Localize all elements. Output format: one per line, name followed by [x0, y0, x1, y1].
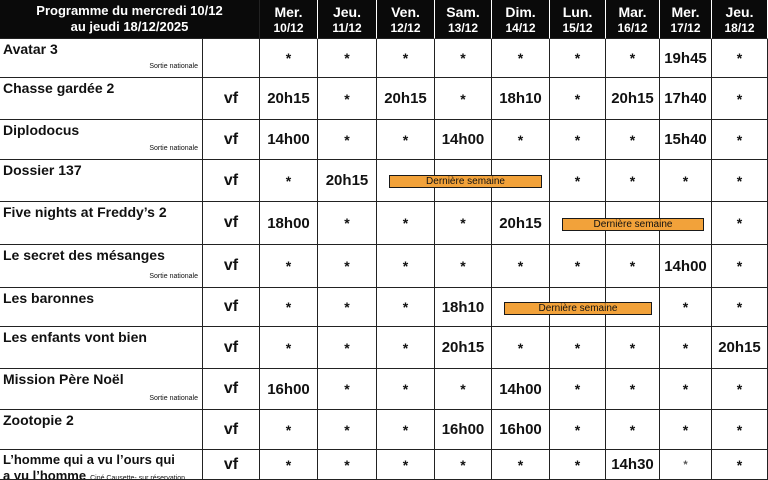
day-name: Ven. — [391, 3, 420, 20]
no-show-marker: * — [550, 245, 606, 288]
film-title: Dossier 137 — [3, 162, 82, 178]
no-show-marker: * — [712, 288, 768, 327]
program-title-line1: Programme du mercredi 10/12 — [36, 3, 223, 18]
no-show-marker: * — [377, 450, 435, 480]
no-show-marker: * — [712, 202, 768, 245]
no-show-marker: * — [492, 120, 550, 160]
day-name: Lun. — [562, 3, 593, 20]
day-name: Mer. — [671, 3, 700, 20]
showtime: 18h10 — [492, 78, 550, 120]
film-language: vf — [203, 410, 260, 450]
no-show-marker: * — [606, 327, 660, 369]
showtime: 14h00 — [660, 245, 712, 288]
no-show-marker: * — [260, 288, 318, 327]
day-date: 13/12 — [447, 20, 479, 35]
no-show-marker: * — [712, 78, 768, 120]
film-title: Les enfants vont bien — [3, 329, 147, 345]
film-language: vf — [203, 245, 260, 288]
day-name: Jeu. — [725, 3, 754, 20]
last-week-banner: Dernière semaine — [504, 302, 652, 315]
no-show-marker: * — [660, 160, 712, 202]
no-show-marker: * — [550, 327, 606, 369]
no-show-marker: * — [550, 369, 606, 410]
no-show-marker: * — [318, 202, 377, 245]
day-date: 18/12 — [724, 20, 755, 35]
day-header — [712, 0, 768, 39]
film-title-cell — [0, 120, 203, 160]
film-title-cell — [0, 78, 203, 120]
no-show-marker: * — [318, 288, 377, 327]
day-date: 14/12 — [505, 20, 536, 35]
no-show-marker: * — [606, 369, 660, 410]
film-note: Sortie nationale — [149, 63, 198, 70]
film-title: Les baronnes — [3, 290, 95, 306]
no-show-marker: * — [377, 410, 435, 450]
showtime: 20h15 — [712, 327, 768, 369]
day-header — [550, 0, 606, 39]
showtime: 14h30 — [606, 450, 660, 480]
no-show-marker: * — [550, 160, 606, 202]
no-show-marker: * — [606, 39, 660, 78]
no-show-marker: * — [660, 410, 712, 450]
no-show-marker: * — [550, 78, 606, 120]
film-title-cell — [0, 369, 203, 410]
no-show-marker: * — [712, 39, 768, 78]
showtime: 20h15 — [260, 78, 318, 120]
film-title-cell — [0, 327, 203, 369]
no-show-marker: * — [550, 410, 606, 450]
day-header — [260, 0, 318, 39]
no-show-marker: * — [318, 39, 377, 78]
no-show-marker: * — [606, 410, 660, 450]
showtime: 14h00 — [435, 120, 492, 160]
no-show-marker: * — [712, 369, 768, 410]
no-show-marker: * — [435, 450, 492, 480]
film-title-cell — [0, 450, 203, 480]
no-show-marker: * — [660, 288, 712, 327]
no-show-marker: * — [712, 160, 768, 202]
day-date: 17/12 — [670, 20, 701, 35]
no-show-marker: * — [377, 369, 435, 410]
film-title-cell — [0, 288, 203, 327]
no-show-marker: * — [260, 39, 318, 78]
day-header — [377, 0, 435, 39]
no-show-marker: * — [660, 327, 712, 369]
no-show-marker: * — [318, 245, 377, 288]
day-name: Jeu. — [332, 3, 361, 20]
day-header — [660, 0, 712, 39]
film-title-cell — [0, 245, 203, 288]
no-show-marker: * — [712, 410, 768, 450]
showtime: 14h00 — [260, 120, 318, 160]
day-header — [318, 0, 377, 39]
showtime: 20h15 — [318, 160, 377, 202]
film-title: Diplodocus — [3, 122, 80, 138]
day-name: Dim. — [505, 3, 536, 20]
no-show-marker: * — [318, 327, 377, 369]
day-date: 16/12 — [617, 20, 648, 35]
day-name: Mar. — [618, 3, 647, 20]
no-show-marker: * — [435, 39, 492, 78]
showtime: 18h00 — [260, 202, 318, 245]
no-show-marker: * — [492, 39, 550, 78]
showtime: 19h45 — [660, 39, 712, 78]
no-show-marker: * — [435, 369, 492, 410]
no-show-marker: * — [435, 245, 492, 288]
day-date: 12/12 — [390, 20, 421, 35]
showtime: 20h15 — [492, 202, 550, 245]
no-show-marker: * — [377, 202, 435, 245]
film-language: vf — [203, 288, 260, 327]
film-note: Sortie nationale — [149, 395, 198, 402]
no-show-marker: * — [377, 39, 435, 78]
day-header — [492, 0, 550, 39]
no-show-marker: * — [318, 410, 377, 450]
film-title-cell — [0, 410, 203, 450]
no-show-marker: * — [260, 160, 318, 202]
day-header — [435, 0, 492, 39]
film-language: vf — [203, 160, 260, 202]
no-show-marker: * — [318, 78, 377, 120]
last-week-banner: Dernière semaine — [562, 218, 704, 231]
film-note: Sortie nationale — [149, 273, 198, 280]
film-title: Mission Père Noël — [3, 371, 124, 387]
day-date: 11/12 — [332, 20, 362, 35]
film-language: vf — [203, 450, 260, 480]
no-show-marker: * — [660, 450, 712, 480]
film-title: Avatar 3 — [3, 41, 58, 57]
film-title-cell — [0, 160, 203, 202]
film-title: Five nights at Freddy’s 2 — [3, 204, 167, 220]
no-show-marker: * — [492, 245, 550, 288]
no-show-marker: * — [377, 288, 435, 327]
showtime: 16h00 — [492, 410, 550, 450]
day-date: 10/12 — [273, 20, 304, 35]
no-show-marker: * — [492, 450, 550, 480]
film-title-line2-row — [3, 468, 185, 480]
film-title: Zootopie 2 — [3, 412, 74, 428]
no-show-marker: * — [377, 120, 435, 160]
film-language — [203, 39, 260, 78]
film-language: vf — [203, 202, 260, 245]
no-show-marker: * — [550, 450, 606, 480]
film-title-line2: a vu l’homme — [3, 468, 87, 480]
no-show-marker: * — [712, 245, 768, 288]
day-name: Sam. — [446, 3, 480, 20]
film-title-cell — [0, 202, 203, 245]
showtime: 20h15 — [606, 78, 660, 120]
no-show-marker: * — [318, 369, 377, 410]
showtime: 17h40 — [660, 78, 712, 120]
showtime: 15h40 — [660, 120, 712, 160]
film-title: Chasse gardée 2 — [3, 80, 115, 96]
no-show-marker: * — [712, 450, 768, 480]
film-title: Le secret des mésanges — [3, 247, 165, 263]
no-show-marker: * — [492, 327, 550, 369]
film-language: vf — [203, 78, 260, 120]
film-language: vf — [203, 120, 260, 160]
no-show-marker: * — [318, 450, 377, 480]
no-show-marker: * — [260, 327, 318, 369]
showtime: 16h00 — [435, 410, 492, 450]
film-language: vf — [203, 369, 260, 410]
showtime: 20h15 — [435, 327, 492, 369]
film-title-cell — [0, 39, 203, 78]
no-show-marker: * — [260, 245, 318, 288]
no-show-marker: * — [606, 245, 660, 288]
film-language: vf — [203, 327, 260, 369]
no-show-marker: * — [435, 202, 492, 245]
no-show-marker: * — [660, 369, 712, 410]
day-name: Mer. — [274, 3, 303, 20]
program-title-line2: au jeudi 18/12/2025 — [70, 19, 189, 34]
program-title — [0, 0, 260, 39]
no-show-marker: * — [377, 245, 435, 288]
day-header — [606, 0, 660, 39]
no-show-marker: * — [550, 120, 606, 160]
no-show-marker: * — [377, 327, 435, 369]
film-note: Ciné Causette- sur réservation — [90, 475, 186, 480]
last-week-banner: Dernière semaine — [389, 175, 542, 188]
showtime: 18h10 — [435, 288, 492, 327]
no-show-marker: * — [435, 78, 492, 120]
no-show-marker: * — [712, 120, 768, 160]
showtime: 20h15 — [377, 78, 435, 120]
film-title: L’homme qui a vu l’ours qui — [3, 452, 175, 467]
day-date: 15/12 — [562, 20, 593, 35]
no-show-marker: * — [318, 120, 377, 160]
no-show-marker: * — [260, 410, 318, 450]
no-show-marker: * — [606, 120, 660, 160]
showtime: 14h00 — [492, 369, 550, 410]
no-show-marker: * — [550, 39, 606, 78]
no-show-marker: * — [260, 450, 318, 480]
film-note: Sortie nationale — [149, 145, 198, 152]
no-show-marker: * — [606, 160, 660, 202]
showtime: 16h00 — [260, 369, 318, 410]
